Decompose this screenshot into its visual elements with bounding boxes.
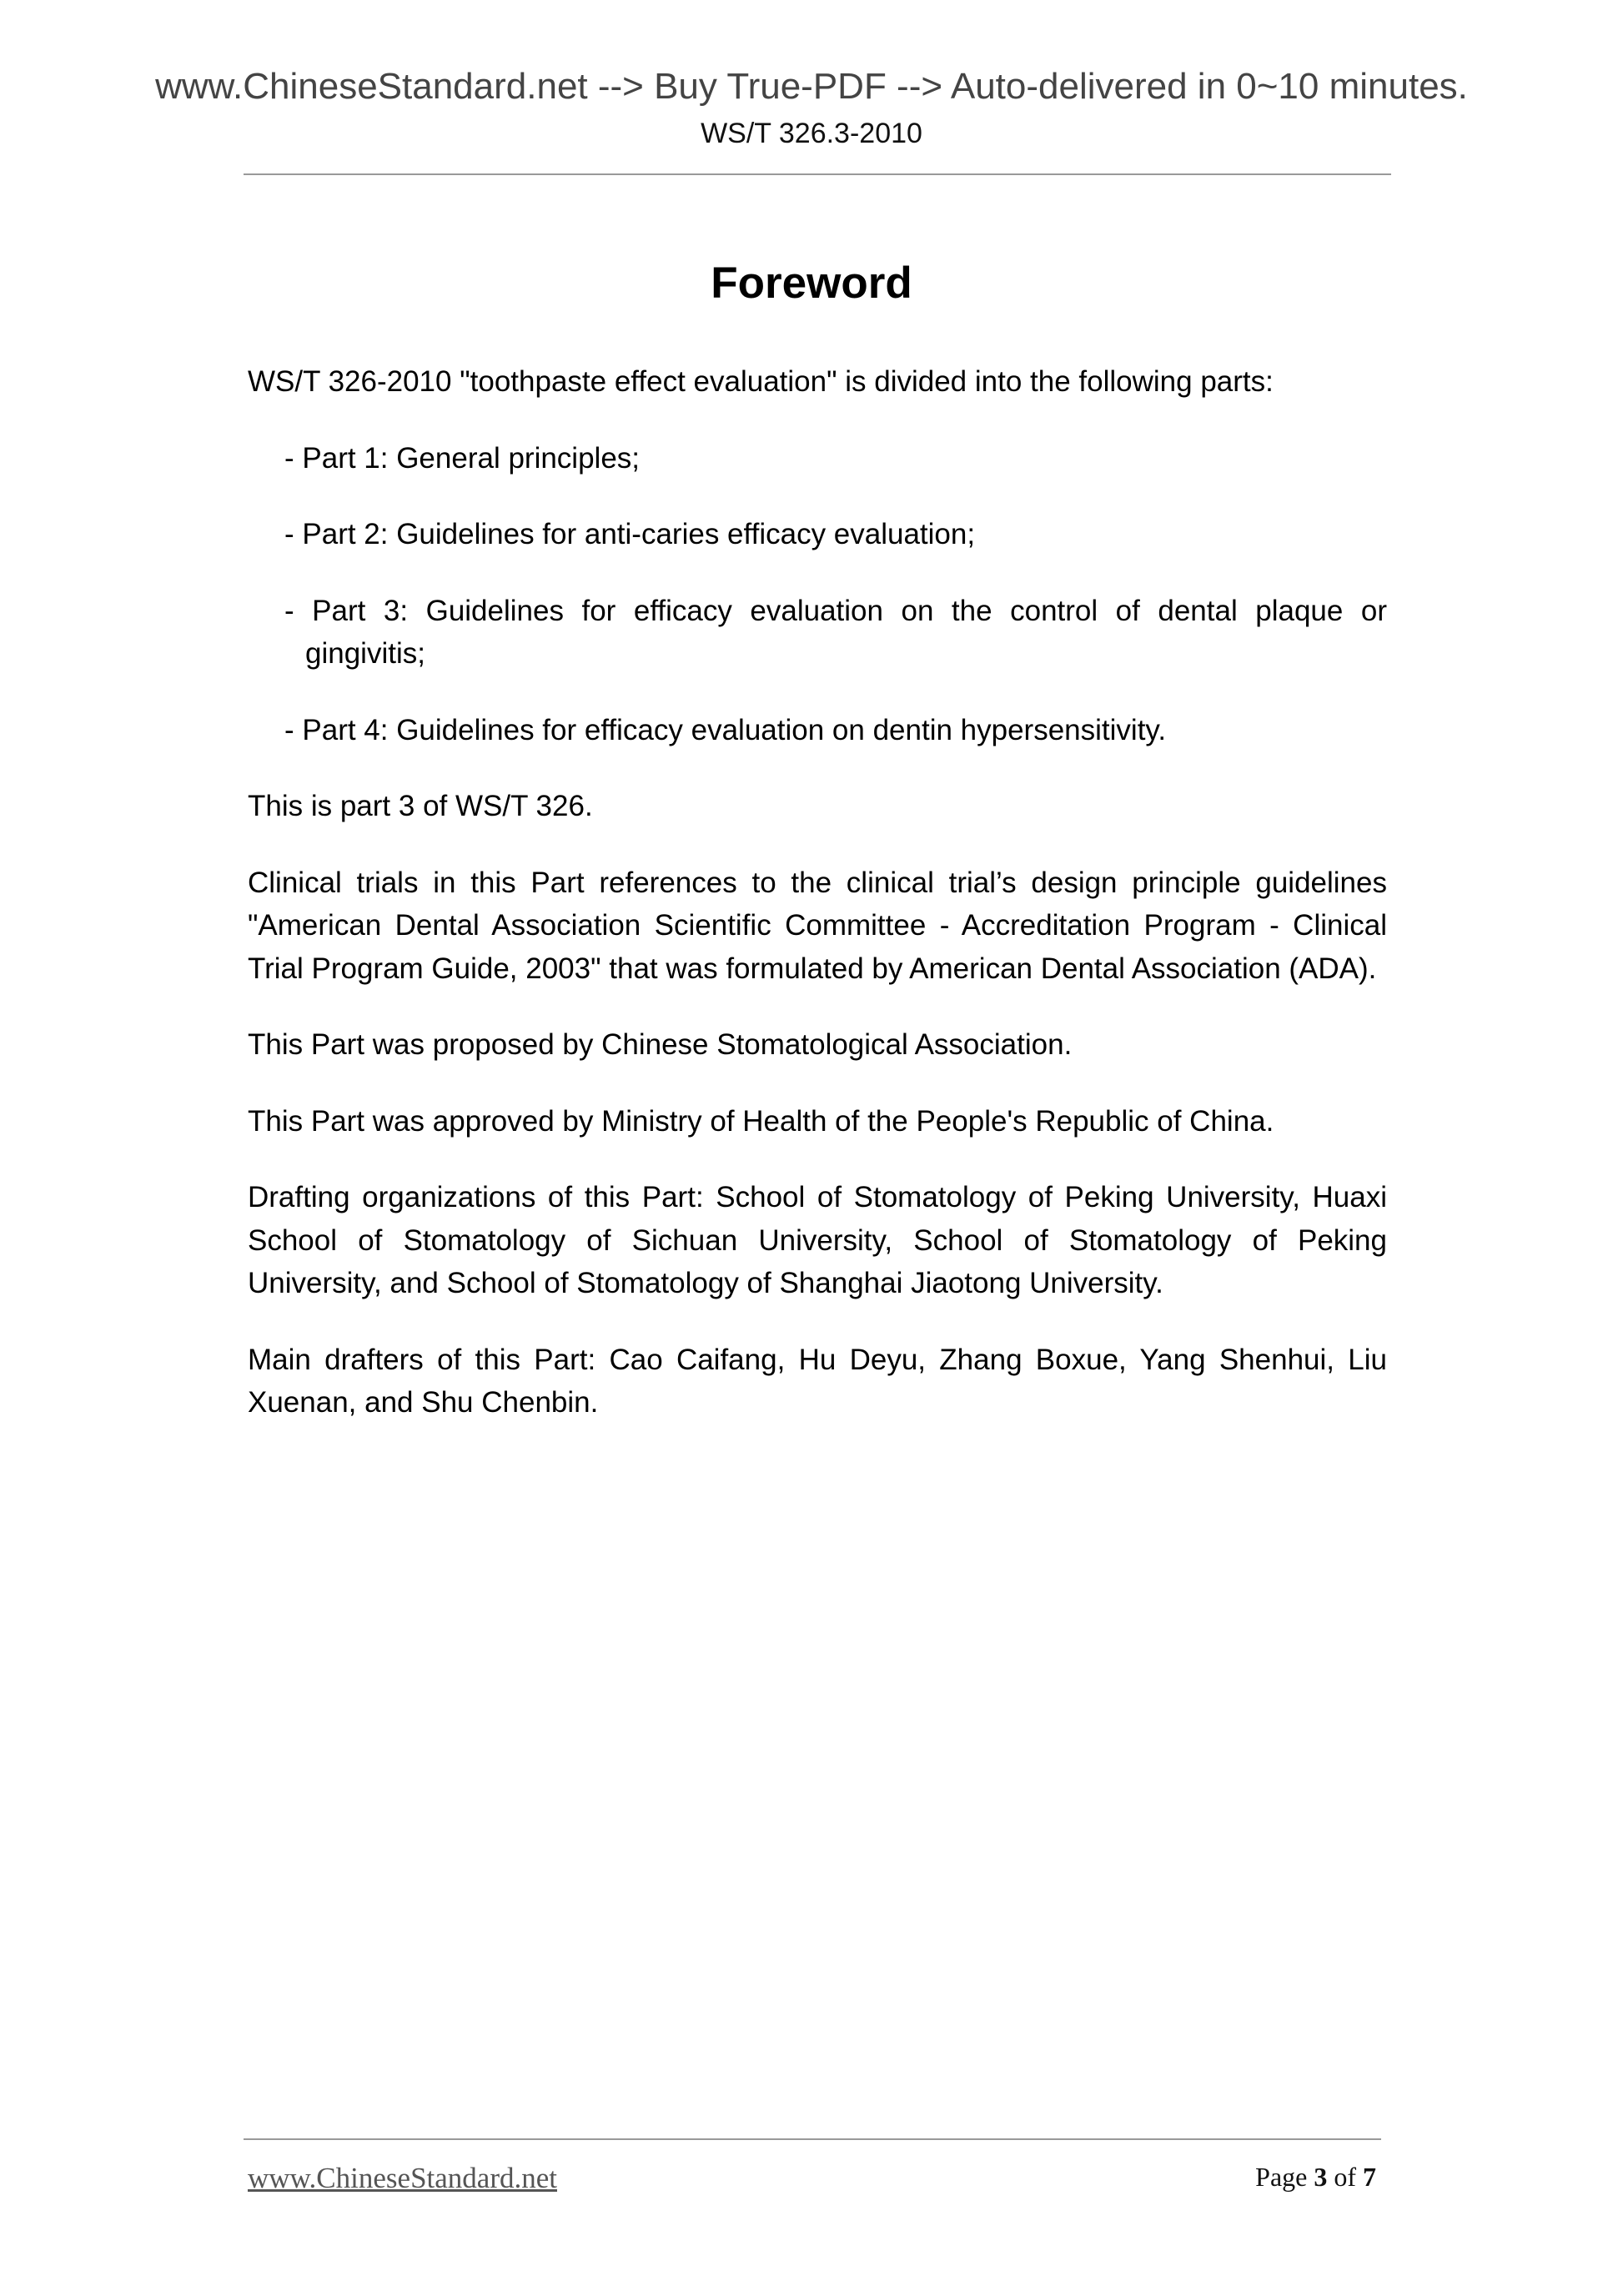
paragraph: This Part was proposed by Chinese Stomatological Association. bbox=[248, 1028, 1073, 1061]
footer-divider bbox=[244, 2138, 1381, 2140]
paragraph: Main drafters of this Part: Cao Caifang, Hu Deyu, Zhang Boxue, Yang Shenhui, Liu Xuenan, and Shu Chenbin. bbox=[248, 1343, 1387, 1419]
list-item: - Part 1: General principles; bbox=[284, 441, 641, 475]
paragraph: Clinical trials in this Part references to the clinical trial’s design principle guidelines "American Dental Association Scientific Committee - Accreditation Program - Clinical Trial Program Guide, 2003" that was formulated by American Dental Association (ADA). bbox=[248, 866, 1387, 985]
list-item: - Part 2: Guidelines for anti-caries efficacy evaluation; bbox=[284, 518, 976, 550]
intro-paragraph: WS/T 326-2010 "toothpaste effect evaluation" is divided into the following parts: bbox=[248, 365, 1274, 398]
paragraph: This Part was approved by Ministry of Health of the People's Republic of China. bbox=[248, 1104, 1274, 1138]
page-total: 7 bbox=[1363, 2162, 1376, 2192]
document-body bbox=[248, 360, 1387, 1458]
page-title: Foreword bbox=[711, 259, 912, 308]
page-prefix: Page bbox=[1255, 2162, 1308, 2192]
page-current: 3 bbox=[1314, 2162, 1328, 2192]
paragraph: Drafting organizations of this Part: School of Stomatology of Peking University, Huaxi School of Stomatology of Sichuan University, School of Stomatology of Peking University, and School of Stomatology of Shanghai Jiaotong University. bbox=[248, 1181, 1387, 1299]
page-of: of bbox=[1334, 2162, 1356, 2192]
footer-website-link[interactable]: www.ChineseStandard.net bbox=[248, 2162, 557, 2194]
header-divider bbox=[244, 173, 1391, 175]
paragraph: This is part 3 of WS/T 326. bbox=[248, 790, 593, 822]
list-item: - Part 3: Guidelines for efficacy evaluation on the control of dental plaque or gingivitis; bbox=[284, 594, 1387, 670]
header-banner: www.ChineseStandard.net --> Buy True-PDF --> Auto-delivered in 0~10 minutes. bbox=[155, 66, 1468, 107]
document-code: WS/T 326.3-2010 bbox=[701, 118, 922, 149]
list-item: - Part 4: Guidelines for efficacy evaluation on dentin hypersensitivity. bbox=[284, 713, 1167, 746]
page-number bbox=[1255, 2162, 1376, 2193]
